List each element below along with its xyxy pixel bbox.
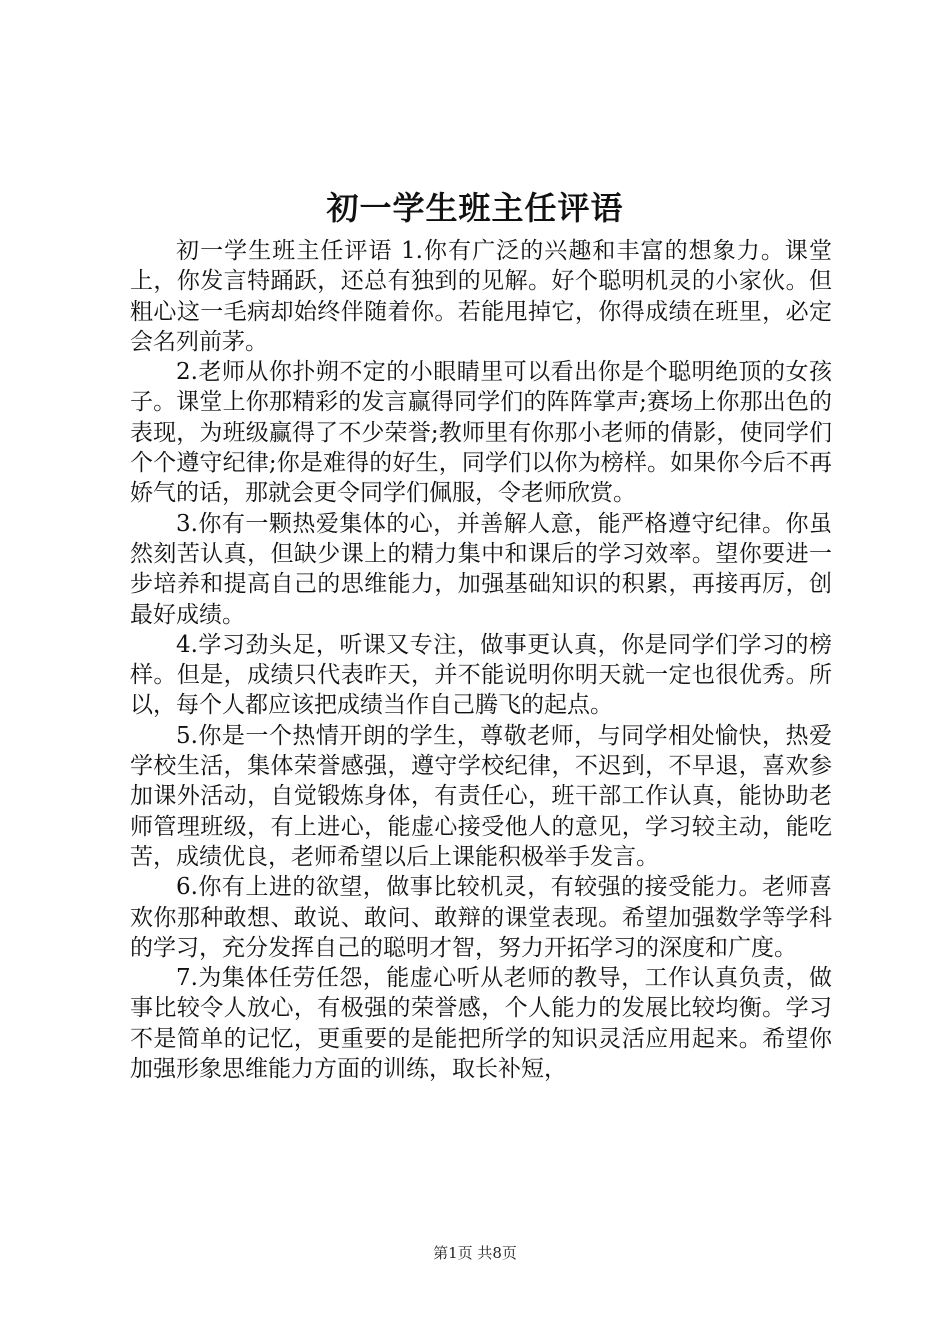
paragraph-6: 6.你有上进的欲望，做事比较机灵，有较强的接受能力。老师喜欢你那种敢想、敢说、敢问、敢辩的课堂表现。希望加强数学等学科的学习，充分发挥自己的聪明才智，努力开拓学习的深度和广度。 [130,874,832,961]
document-title: 初一学生班主任评语 [326,189,624,227]
paragraph-5: 5.你是一个热情开朗的学生，尊敬老师，与同学相处愉快，热爱学校生活，集体荣誉感强，遵守学校纪律，不迟到，不早退，喜欢参加课外活动，自觉锻炼身体，有责任心，班干部工作认真，能协助老师管理班级，有上进心，能虚心接受他人的意见，学习较主动，能吃苦，成绩优良，老师希望以后上课能积极举手发言。 [130,722,832,870]
document-body [130,236,832,1084]
paragraph-7: 7.为集体任劳任怨，能虚心听从老师的教导，工作认真负责，做事比较令人放心，有极强的荣誉感，个人能力的发展比较均衡。学习不是简单的记忆，更重要的是能把所学的知识灵活应用起来。希望你加强形象思维能力方面的训练，取长补短， [130,965,832,1083]
paragraph-3: 3.你有一颗热爱集体的心，并善解人意，能严格遵守纪律。你虽然刻苦认真，但缺少课上的精力集中和课后的学习效率。望你要进一步培养和提高自己的思维能力，加强基础知识的积累，再接再厉，创最好成绩。 [130,510,832,628]
paragraph-4: 4.学习劲头足，听课又专注，做事更认真，你是同学们学习的榜样。但是，成绩只代表昨天，并不能说明你明天就一定也很优秀。所以，每个人都应该把成绩当作自己腾飞的起点。 [130,631,832,719]
page-number-footer: 第1页 共8页 [433,1244,517,1262]
paragraph-2: 2.老师从你扑朔不定的小眼睛里可以看出你是个聪明绝顶的女孩子。课堂上你那精彩的发言赢得同学们的阵阵掌声;赛场上你那出色的表现，为班级赢得了不少荣誉;教师里有你那小老师的倩影，使同学们个个遵守纪律;你是难得的好生，同学们以你为榜样。如果你今后不再娇气的话，那就会更令同学们佩服，令老师欣赏。 [130,359,832,507]
paragraph-1: 初一学生班主任评语 1.你有广泛的兴趣和丰富的想象力。课堂上，你发言特踊跃，还总有独到的见解。好个聪明机灵的小家伙。但粗心这一毛病却始终伴随着你。若能甩掉它，你得成绩在班里，必定会名列前茅。 [130,238,832,355]
